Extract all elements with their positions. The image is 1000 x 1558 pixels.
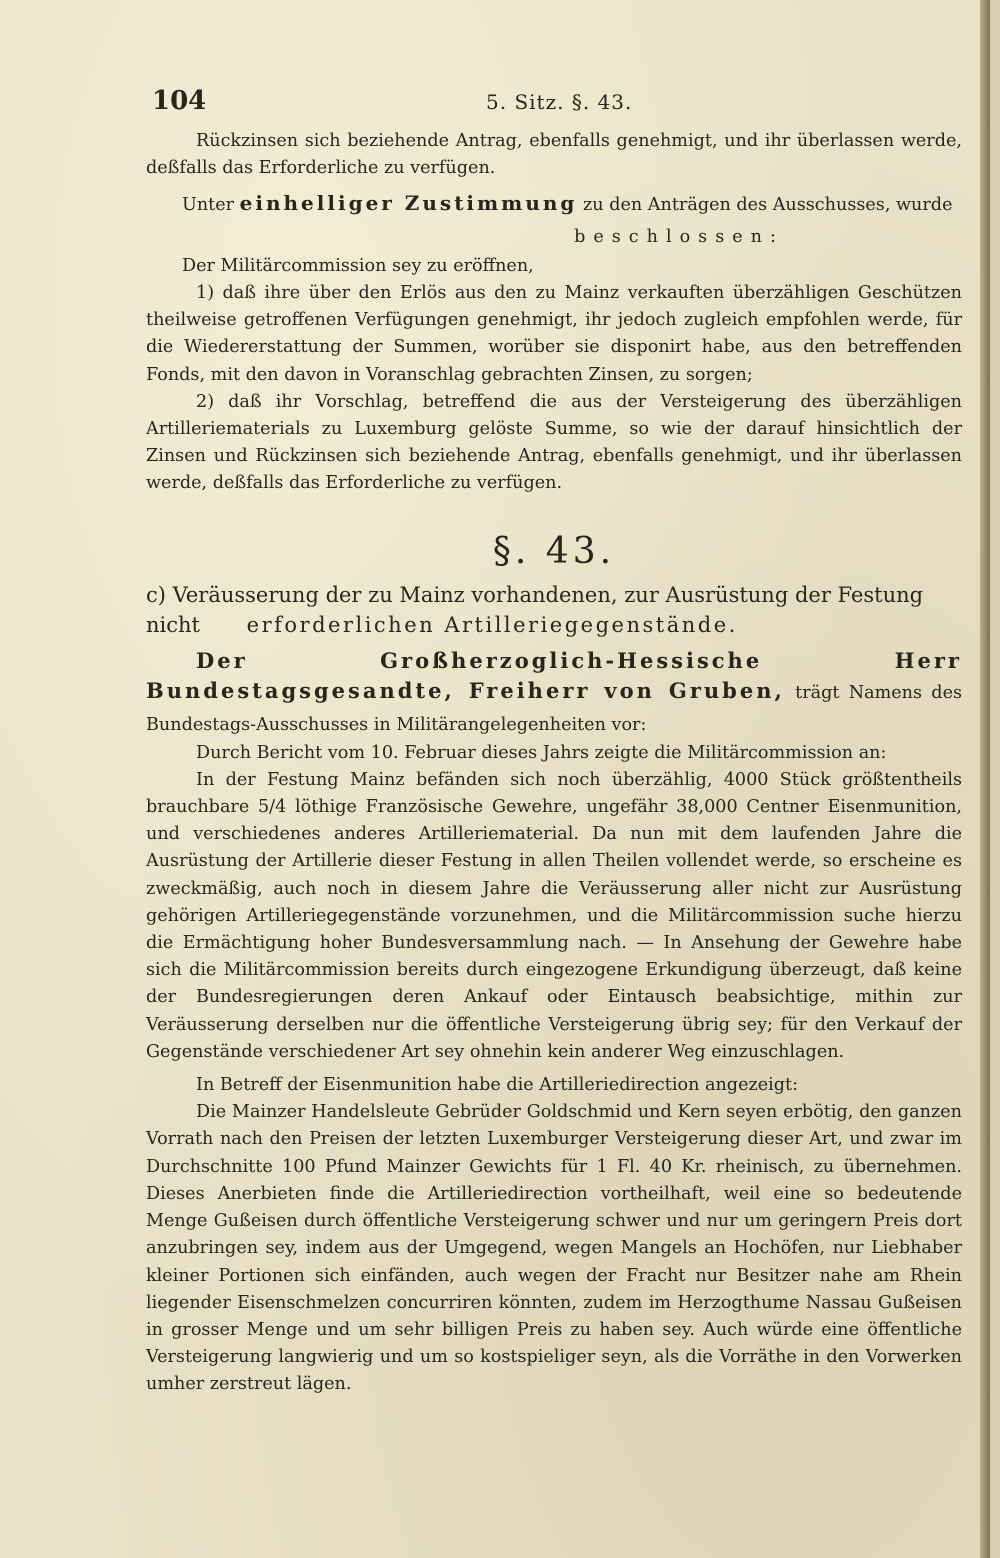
resolution-line bbox=[146, 190, 962, 219]
section-subtitle bbox=[146, 580, 962, 640]
offer-paragraph: Die Mainzer Handelsleute Gebrüder Goldschmid und Kern seyen erbötig, den ganzen Vorrath nach den Preisen der letzten Luxemburger Versteigerung dieser Art, und zwar im Durchschnitte 100 Pfund Mainzer Gewichts für 1 Fl. 40 Kr. rheinisch, zu übernehmen. Dieses Anerbieten finde die Artilleriedirection vortheilhaft, weil eine so bedeutende Menge Gußeisen durch öffentliche Versteigerung schwer und nur um geringern Preis dort anzubringen sey, indem aus der Umgegend, wegen Mangels an Hochöfen, nur Liebhaber kleiner Portionen sich einfänden, auch wegen der Fracht nur Besitzer nahe am Rhein liegender Eisenschmelzen concurriren könnten, zudem im Herzogthume Nassau Gußeisen in grosser Menge und um sehr billigen Preis zu haben sey. Auch würde eine öffentliche Versteigerung langwierig und um so kostspieliger seyn, als die Vorräthe in den Vorwerken umher zerstreut lägen. bbox=[146, 1102, 962, 1395]
munition-paragraph: In Betreff der Eisenmunition habe die Artilleriedirection angezeigt: bbox=[196, 1075, 799, 1096]
decision-intro: Der Militärcommission sey zu eröffnen, bbox=[182, 255, 534, 276]
page-edge bbox=[980, 0, 990, 1558]
envoy-name: Der Großherzoglich-Hessische Herr Bundestagsgesandte, Freiherr von Gruben, bbox=[146, 647, 962, 703]
section-intro bbox=[146, 646, 962, 740]
paragraph-continued: Rückzinsen sich beziehende Antrag, ebenfalls genehmigt, und ihr überlassen werde, deßfalls das Erforderliche zu verfügen. bbox=[146, 131, 962, 179]
decree-word: beschlossen: bbox=[574, 226, 784, 247]
report-paragraph: Durch Bericht vom 10. Februar dieses Jahrs zeigte die Militärcommission an: bbox=[196, 742, 887, 763]
page-number: 104 bbox=[152, 86, 207, 116]
body-text bbox=[146, 128, 962, 1399]
stock-paragraph: In der Festung Mainz befänden sich noch überzählig, 4000 Stück größtentheils brauchbare 5/4 löthige Französische Gewehre, ungefähr 38,000 Centner Eisenmunition, und verschiedenes anderes Artilleriematerial. Da nun mit dem laufenden Jahre die Ausrüstung der Artillerie dieser Festung in allen Theilen vollendet werde, so erscheine es zweckmäßig, auch noch in diesem Jahre die Veräusserung aller nicht zur Ausrüstung gehörigen Artilleriegegenstände vorzunehmen, und die Militärcommission suche hierzu die Ermächtigung hoher Bundesversammlung nach. — In Ansehung der Gewehre habe sich die Militärcommission bereits durch eingezogene Erkundigung überzeugt, daß keine der Bundesregierungen deren Ankauf oder Eintausch beabsichtige, mithin zur Veräusserung derselben nur die öffentliche Versteigerung übrig sey; für den Verkauf der Gegenstände verschiedener Art sey ohnehin kein anderer Weg einzuschlagen. bbox=[146, 769, 962, 1062]
resolution-lead: Unter bbox=[182, 195, 235, 216]
running-header bbox=[146, 86, 930, 126]
resolution-spaced: einhelliger Zustimmung bbox=[239, 191, 578, 216]
running-title: 5. Sitz. §. 43. bbox=[486, 90, 633, 114]
intro-rest: trägt Namens des Bundestags-Ausschusses in Militärangelegenheiten vor: bbox=[146, 682, 963, 735]
section-subtitle-spaced: erforderlichen Artilleriegegenstände. bbox=[246, 612, 738, 637]
section-number: §. 43. bbox=[492, 530, 616, 572]
resolution-rest: zu den Anträgen des Ausschusses, wurde bbox=[583, 195, 953, 216]
decision-item-1: 1) daß ihre über den Erlös aus den zu Mainz verkauften überzähligen Geschützen theilweise getroffenen Verfügungen genehmigt, ihr jedoch zugleich empfohlen werde, für die Wiedererstattung der Summen, worüber sie disponirt habe, aus den betreffenden Fonds, mit den davon in Voranschlag gebrachten Zinsen, zu sorgen; bbox=[146, 283, 962, 385]
section-subtitle-prefix: c) Veräusserung der zu Mainz vorhandenen, zur Ausrüstung der Festung nicht bbox=[146, 582, 924, 637]
decision-item-2: 2) daß ihr Vorschlag, betreffend die aus der Versteigerung des überzähligen Artilleriematerials zu Luxemburg gelöste Summe, so wie der darauf hinsichtlich der Zinsen und Rückzinsen sich beziehende Antrag, ebenfalls genehmigt, und ihr überlassen werde, deßfalls das Erforderliche zu verfügen. bbox=[146, 391, 962, 494]
